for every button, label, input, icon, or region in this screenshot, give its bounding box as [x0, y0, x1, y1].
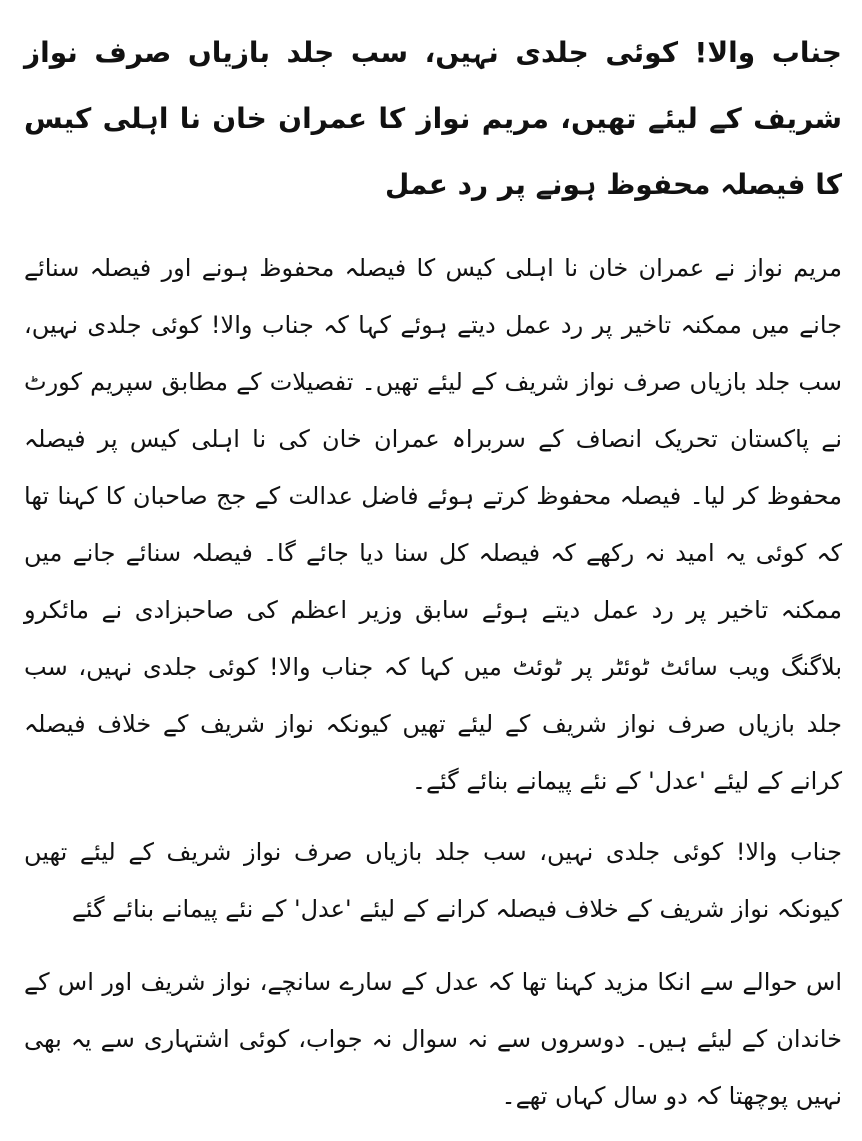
article-paragraph-2: جناب والا! کوئی جلدی نہیں، سب جلد بازیاں صرف نواز شریف کے لیئے تھیں کیونکہ نواز شریف کے خلاف فیصلہ کرانے کے لیئے 'عدل' کے نئے پیمانے بنائے گئے — [24, 838, 842, 923]
article-paragraph-1: مریم نواز نے عمران خان نا اہلی کیس کا فیصلہ محفوظ ہونے اور فیصلہ سنائے جانے میں ممکنہ تاخیر پر رد عمل دیتے ہوئے کہا کہ جناب والا! کوئی جلدی نہیں، سب جلد بازیاں صرف نواز شریف کے لیئے تھیں۔ تفصیلات کے مطابق سپریم کورٹ نے پاکستان تحریک انصاف کے سربراہ عمران خان کی نا اہلی کیس پر فیصلہ محفوظ کر لیا۔ فیصلہ محفوظ کرتے ہوئے فاضل عدالت کے جج صاحبان کا کہنا تھا کہ کوئی یہ امید نہ رکھے کہ فیصلہ کل سنا دیا جائے گا۔ فیصلہ سنائے جانے میں ممکنہ تاخیر پر رد عمل دیتے ہوئے سابق وزیر اعظم کی صاحبزادی نے مائکرو بلاگنگ ویب سائٹ ٹوئٹر پر ٹوئٹ میں کہا کہ جناب والا! کوئی جلدی نہیں، سب جلد بازیاں صرف نواز شریف کے لیئے تھیں کیونکہ نواز شریف کے خلاف فیصلہ کرانے کے لیئے 'عدل' کے نئے پیمانے بنائے گئے۔ — [24, 254, 842, 795]
article-paragraph-3: اس حوالے سے انکا مزید کہنا تھا کہ عدل کے سارے سانچے، نواز شریف اور اس کے خاندان کے لیئے ہیں۔ دوسروں سے نہ سوال نہ جواب، کوئی اشتہاری سے یہ بھی نہیں پوچھتا کہ دو سال کہاں تھے۔ — [24, 968, 842, 1110]
article-headline: جناب والا! کوئی جلدی نہیں، سب جلد بازیاں صرف نواز شریف کے لیئے تھیں، مریم نواز کا عمران خان نا اہلی کیس کا فیصلہ محفوظ ہونے پر رد عمل — [24, 36, 842, 201]
article — [24, 20, 842, 1141]
